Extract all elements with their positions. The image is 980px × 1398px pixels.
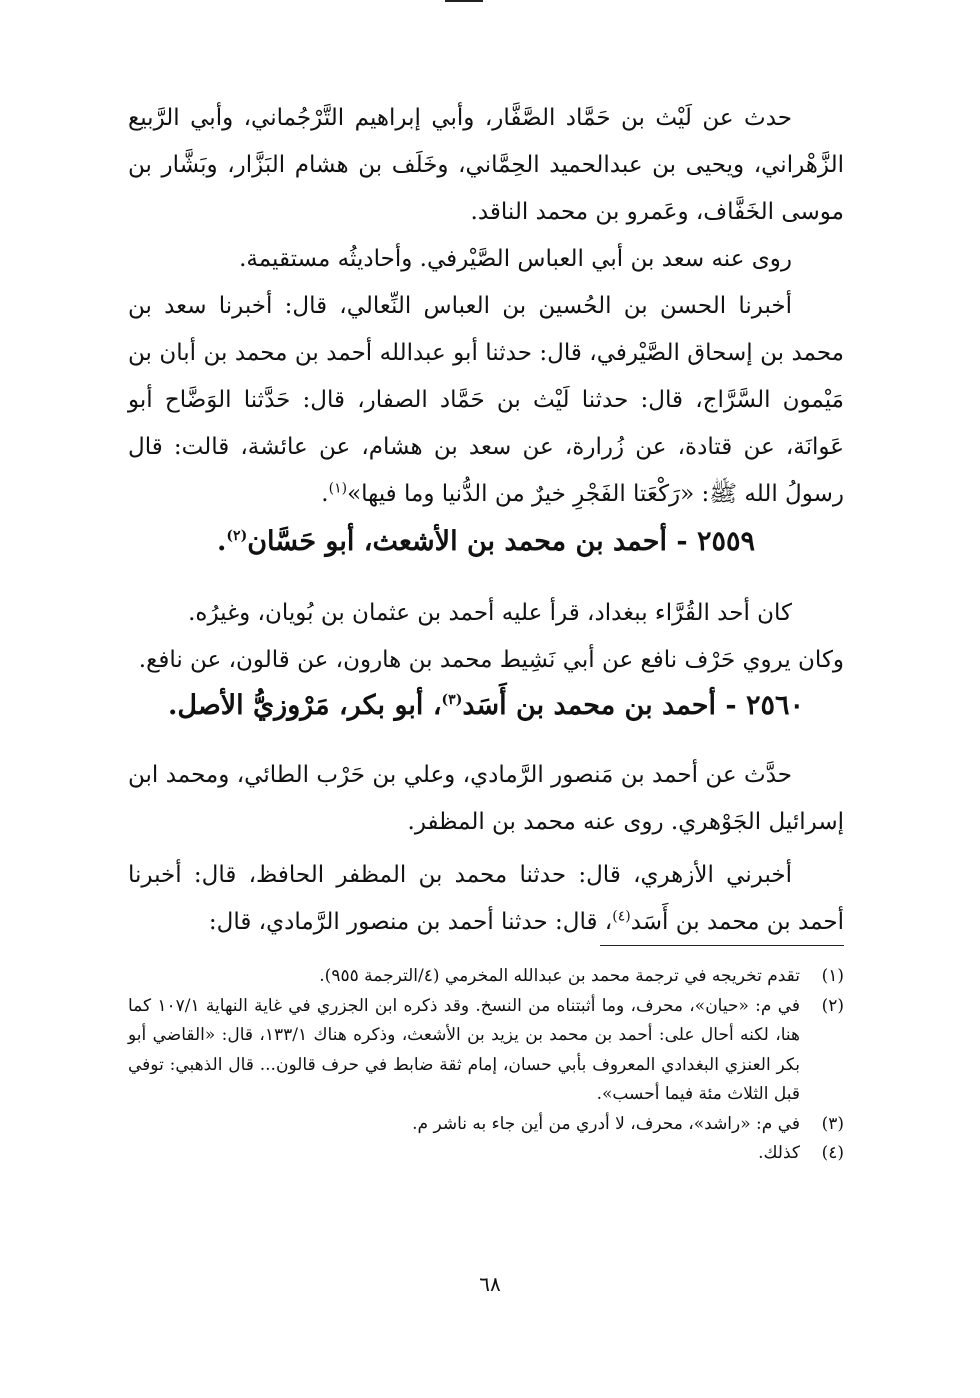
- footnote-text: كذلك.: [758, 1143, 800, 1163]
- footnote-separator: [600, 945, 844, 946]
- paragraph-1: حدث عن لَيْث بن حَمَّاد الصَّفَّار، وأبي إبراهيم التَّرْجُماني، وأبي الرَّبيع الزَّهْراني، ويحيى بن عبدالحميد الحِمَّاني، وخَلَف بن هشام البَزَّار، وبَشَّار بن موسى الخَفَّاف، وعَمرو بن محمد الناقد.: [128, 105, 844, 225]
- entry-heading-2560-name: ٢٥٦٠ - أحمد بن محمد بن أَسَد: [462, 690, 805, 721]
- footnote-1: [128, 962, 844, 992]
- paragraph-7: [128, 852, 844, 946]
- footnote-ref-3[interactable]: (٣): [441, 692, 463, 708]
- main-text-top: [128, 95, 844, 518]
- footnotes: [128, 962, 844, 1169]
- footnote-number: (١): [821, 966, 844, 986]
- footnote-number: (٤): [821, 1143, 844, 1163]
- entry-heading-2559-text: ٢٥٥٩ - أحمد بن محمد بن الأشعث، أبو حَسَّان: [247, 526, 755, 557]
- footnote-number: (٢): [821, 995, 844, 1016]
- paragraph-7-text-1: أخبرني الأزهري، قال: حدثنا محمد بن المظفر الحافظ، قال: أخبرنا أحمد بن محمد بن أَسَد: [128, 862, 844, 935]
- footnote-ref-1[interactable]: (١): [328, 480, 348, 497]
- page-number: ٦٨: [479, 1272, 501, 1296]
- footnote-3: [128, 1110, 844, 1140]
- entry-heading-2560-rest: ، أبو بكر، مَرْوزيُّ الأصل.: [167, 690, 442, 721]
- entry-heading-2559: ٢٥٥٩ - أحمد بن محمد بن الأشعث، أبو حَسَّان$^{(٢)}$.: [217, 526, 755, 557]
- footnote-2: [128, 992, 844, 1110]
- footnote-4: [128, 1139, 844, 1169]
- footnote-number: (٣): [821, 1113, 844, 1134]
- footnote-ref-4[interactable]: (٤): [612, 908, 631, 925]
- footnote-text: في م: «راشد»، محرف، لا أدري من أين جاء به ناشر م.: [412, 1113, 800, 1134]
- footnote-ref-2[interactable]: (٢): [226, 528, 248, 544]
- footnote-text: في م: «حيان»، محرف، وما أثبتناه من النسخ. وقد ذكره ابن الجزري في غاية النهاية ١٠٧/١ كما هنا، لكنه أحال على: أحمد بن محمد بن يزيد بن الأشعث، وذكره هناك ١٣٣/١، قال: «القاضي أبو بكر العنزي البغدادي المعروف بأبي حسان، إمام ثقة ضابط في حرف قالون... قال الذهبي: توفي قبل الثلاث مئة فيما أحسب».: [128, 995, 800, 1104]
- paragraph-3-text: أخبرنا الحسن بن الحُسين بن العباس النِّعالي، قال: أخبرنا سعد بن محمد بن إسحاق الصَّيْرفي، قال: حدثنا أبو عبدالله أحمد بن محمد بن أبان بن مَيْمون السَّرَّاج، قال: حدثنا لَيْث بن حَمَّاد الصفار، قال: حَدَّثنا الوَضَّاح أبو عَوانَة، عن قتادة، عن زُرارة، عن سعد بن هشام، عن عائشة، قالت: قال رسولُ الله ﷺ: «رَكْعَتا الفَجْرِ خيرٌ من الدُّنيا وما فيها»: [128, 293, 844, 507]
- main-text-middle: [128, 590, 844, 684]
- paragraph-6: حدَّث عن أحمد بن مَنصور الرَّمادي، وعلي بن حَرْب الطائي، ومحمد ابن إسرائيل الجَوْهري. روى عنه محمد بن المظفر.: [128, 762, 844, 835]
- entry-heading-2560: [128, 686, 844, 726]
- paragraph-7-text-2: ، قال: حدثنا أحمد بن منصور الرَّمادي، قال:: [208, 909, 613, 935]
- paragraph-5: وكان يروي حَرْف نافع عن أبي نَشِيط محمد بن هارون، عن قالون، عن نافع.: [138, 647, 844, 673]
- footnote-text: تقدم تخريجه في ترجمة محمد بن عبدالله المخرمي (٤/الترجمة ٩٥٥).: [319, 966, 800, 986]
- top-margin-mark: [445, 0, 483, 7]
- paragraph-2: روى عنه سعد بن أبي العباس الصَّيْرفي. وأحاديثُه مستقيمة.: [239, 246, 792, 272]
- paragraph-3: أخبرنا الحسن بن الحُسين بن العباس النِّعالي، قال: أخبرنا سعد بن محمد بن إسحاق الصَّيْرفي، قال: حدثنا أبو عبدالله أحمد بن محمد بن أبان بن مَيْمون السَّرَّاج، قال: حدثنا لَيْث بن حَمَّاد الصفار، قال: حَدَّثنا الوَضَّاح أبو عَوانَة، عن قتادة، عن زُرارة، عن سعد بن هشام، عن عائشة، قالت: قال رسولُ الله ﷺ: «رَكْعَتا الفَجْرِ خيرٌ من الدُّنيا وما فيها»$^{(١)}$.: [128, 293, 844, 507]
- paragraph-4: كان أحد القُرَّاء ببغداد، قرأ عليه أحمد بن عثمان بن بُويان، وغيرُه.: [188, 600, 792, 626]
- main-text-bottom: [128, 752, 844, 946]
